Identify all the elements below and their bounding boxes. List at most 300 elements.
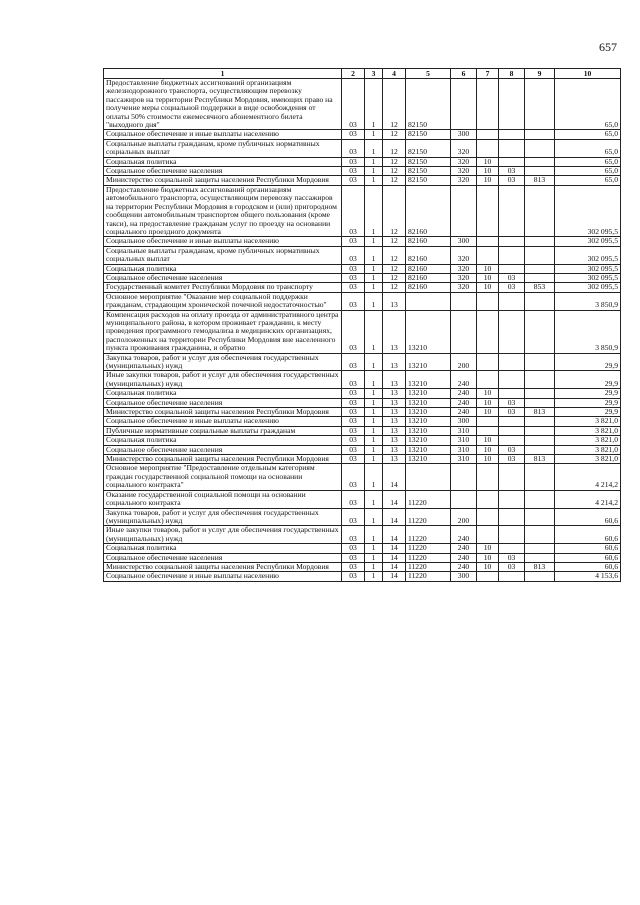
cell-code-col4: 13	[383, 353, 406, 371]
cell-section	[477, 310, 499, 353]
table-row	[104, 292, 621, 310]
cell-amount: 29,9	[555, 408, 621, 417]
cell-row-description: Социальные выплаты гражданам, кроме публичных нормативных социальных выплат	[104, 246, 342, 264]
cell-ministry-code	[525, 273, 555, 282]
cell-code-col2: 03	[342, 157, 365, 166]
cell-code-col3: 1	[365, 139, 383, 157]
cell-subsection	[499, 310, 525, 353]
column-header: 10	[555, 69, 621, 79]
cell-subsection	[499, 417, 525, 426]
cell-target-code: 82150	[406, 157, 451, 166]
cell-expense-type: 240	[451, 389, 477, 398]
cell-ministry-code: 813	[525, 455, 555, 464]
cell-ministry-code	[525, 292, 555, 310]
cell-row-description: Социальное обеспечение и иные выплаты населению	[104, 572, 342, 581]
column-header: 3	[365, 69, 383, 79]
cell-code-col2: 03	[342, 408, 365, 417]
cell-amount: 60,6	[555, 508, 621, 526]
cell-expense-type: 240	[451, 526, 477, 544]
column-header: 7	[477, 69, 499, 79]
cell-expense-type: 240	[451, 408, 477, 417]
cell-code-col3: 1	[365, 157, 383, 166]
cell-section: 10	[477, 408, 499, 417]
cell-section: 10	[477, 176, 499, 185]
cell-amount: 60,6	[555, 544, 621, 553]
table-row	[104, 398, 621, 407]
cell-code-col4: 13	[383, 398, 406, 407]
cell-amount: 60,6	[555, 526, 621, 544]
cell-code-col2: 03	[342, 562, 365, 571]
cell-amount: 65,0	[555, 176, 621, 185]
cell-row-description: Предоставление бюджетных ассигнований организациям железнодорожного транспорта, осуществляющим перевозку пассажиров на территории Республики Мордовия, имеющих право на получение меры социальной поддержки в виде освобождения от оплаты 50% стоимости ежемесячного абонементного билета "выходного дня"	[104, 79, 342, 130]
cell-section	[477, 508, 499, 526]
table-row	[104, 572, 621, 581]
cell-expense-type: 300	[451, 237, 477, 246]
cell-code-col3: 1	[365, 130, 383, 139]
cell-section: 10	[477, 283, 499, 292]
cell-code-col2: 03	[342, 553, 365, 562]
cell-row-description: Социальное обеспечение населения	[104, 553, 342, 562]
cell-ministry-code	[525, 310, 555, 353]
cell-section	[477, 246, 499, 264]
table-row	[104, 264, 621, 273]
cell-code-col2: 03	[342, 417, 365, 426]
table-row	[104, 508, 621, 526]
table-row	[104, 562, 621, 571]
table-row	[104, 408, 621, 417]
cell-target-code: 11220	[406, 553, 451, 562]
cell-ministry-code: 813	[525, 562, 555, 571]
cell-expense-type: 240	[451, 398, 477, 407]
cell-target-code: 13210	[406, 455, 451, 464]
cell-code-col4: 13	[383, 445, 406, 454]
cell-target-code: 82160	[406, 237, 451, 246]
cell-row-description: Социальное обеспечение населения	[104, 167, 342, 176]
cell-code-col2: 03	[342, 508, 365, 526]
cell-expense-type: 200	[451, 508, 477, 526]
cell-code-col2: 03	[342, 426, 365, 435]
cell-expense-type: 300	[451, 417, 477, 426]
cell-code-col2: 03	[342, 445, 365, 454]
cell-code-col4: 12	[383, 130, 406, 139]
cell-code-col4: 14	[383, 562, 406, 571]
cell-expense-type: 320	[451, 283, 477, 292]
cell-code-col3: 1	[365, 526, 383, 544]
cell-section	[477, 292, 499, 310]
cell-code-col2: 03	[342, 490, 365, 508]
cell-subsection	[499, 389, 525, 398]
cell-target-code: 82160	[406, 264, 451, 273]
cell-ministry-code: 813	[525, 176, 555, 185]
cell-row-description: Публичные нормативные социальные выплаты гражданам	[104, 426, 342, 435]
cell-ministry-code	[525, 426, 555, 435]
cell-ministry-code	[525, 139, 555, 157]
table-row	[104, 176, 621, 185]
cell-code-col4: 12	[383, 167, 406, 176]
cell-row-description: Министерство социальной защиты населения Республики Мордовия	[104, 562, 342, 571]
cell-code-col3: 1	[365, 273, 383, 282]
cell-code-col3: 1	[365, 79, 383, 130]
cell-expense-type: 240	[451, 562, 477, 571]
cell-amount: 65,0	[555, 79, 621, 130]
cell-code-col2: 03	[342, 544, 365, 553]
cell-ministry-code	[525, 445, 555, 454]
column-header: 4	[383, 69, 406, 79]
table-row	[104, 167, 621, 176]
table-row	[104, 371, 621, 389]
cell-ministry-code	[525, 490, 555, 508]
cell-section	[477, 371, 499, 389]
cell-row-description: Социальное обеспечение и иные выплаты населению	[104, 130, 342, 139]
table-row	[104, 79, 621, 130]
cell-expense-type: 320	[451, 246, 477, 264]
cell-code-col2: 03	[342, 79, 365, 130]
cell-target-code: 11220	[406, 526, 451, 544]
cell-expense-type: 200	[451, 353, 477, 371]
cell-code-col3: 1	[365, 508, 383, 526]
cell-code-col3: 1	[365, 167, 383, 176]
cell-code-col4: 12	[383, 139, 406, 157]
cell-amount: 302 095,5	[555, 283, 621, 292]
cell-expense-type: 310	[451, 426, 477, 435]
cell-code-col4: 14	[383, 526, 406, 544]
cell-code-col3: 1	[365, 426, 383, 435]
cell-code-col2: 03	[342, 273, 365, 282]
table-row	[104, 389, 621, 398]
cell-code-col4: 13	[383, 417, 406, 426]
cell-row-description: Социальная политика	[104, 264, 342, 273]
cell-expense-type: 240	[451, 371, 477, 389]
cell-expense-type	[451, 310, 477, 353]
cell-subsection: 03	[499, 398, 525, 407]
table-row	[104, 185, 621, 236]
cell-target-code: 11220	[406, 544, 451, 553]
cell-amount: 65,0	[555, 157, 621, 166]
cell-code-col2: 03	[342, 139, 365, 157]
cell-target-code: 13210	[406, 417, 451, 426]
cell-code-col3: 1	[365, 353, 383, 371]
cell-code-col4: 12	[383, 246, 406, 264]
table-row	[104, 544, 621, 553]
cell-expense-type	[451, 490, 477, 508]
cell-code-col3: 1	[365, 176, 383, 185]
cell-subsection	[499, 139, 525, 157]
table-row	[104, 353, 621, 371]
cell-row-description: Компенсация расходов на оплату проезда от административного центра муниципального района, в котором проживает гражданин, к месту проведения программного гемодиализа в медицинских организациях, расположенных на территории Республики Мордовия вне населенного пункта проживания гражданина, и обратно	[104, 310, 342, 353]
cell-row-description: Социальное обеспечение и иные выплаты населению	[104, 237, 342, 246]
cell-code-col4: 14	[383, 572, 406, 581]
cell-expense-type	[451, 292, 477, 310]
cell-row-description: Закупка товаров, работ и услуг для обеспечения государственных (муниципальных) нужд	[104, 508, 342, 526]
cell-expense-type: 300	[451, 572, 477, 581]
cell-target-code	[406, 464, 451, 490]
cell-row-description: Иные закупки товаров, работ и услуг для обеспечения государственных (муниципальных) нужд	[104, 526, 342, 544]
cell-expense-type	[451, 464, 477, 490]
cell-code-col4: 13	[383, 436, 406, 445]
cell-subsection	[499, 237, 525, 246]
table-row	[104, 130, 621, 139]
cell-amount: 3 821,0	[555, 417, 621, 426]
cell-ministry-code: 853	[525, 283, 555, 292]
cell-row-description: Основное мероприятие "Предоставление отдельным категориям граждан государственной социальной помощи на основании социального контракта"	[104, 464, 342, 490]
cell-amount: 3 850,9	[555, 292, 621, 310]
cell-amount: 3 850,9	[555, 310, 621, 353]
cell-target-code: 13210	[406, 389, 451, 398]
cell-row-description: Основное мероприятие "Оказание мер социальной поддержки гражданам, страдающим хронической почечной недостаточностью"	[104, 292, 342, 310]
cell-ministry-code	[525, 246, 555, 264]
cell-ministry-code	[525, 185, 555, 236]
cell-section: 10	[477, 167, 499, 176]
cell-amount: 302 095,5	[555, 264, 621, 273]
cell-code-col4: 13	[383, 408, 406, 417]
cell-target-code: 11220	[406, 562, 451, 571]
table-row	[104, 273, 621, 282]
cell-code-col3: 1	[365, 562, 383, 571]
cell-expense-type: 320	[451, 264, 477, 273]
cell-code-col3: 1	[365, 371, 383, 389]
cell-section	[477, 353, 499, 371]
cell-code-col3: 1	[365, 283, 383, 292]
cell-code-col4: 13	[383, 310, 406, 353]
cell-code-col3: 1	[365, 417, 383, 426]
cell-row-description: Социальное обеспечение населения	[104, 273, 342, 282]
cell-amount: 65,0	[555, 167, 621, 176]
cell-row-description: Предоставление бюджетных ассигнований организациям автомобильного транспорта, осуществляющим перевозку пассажиров на территории Республики Мордовия в городском и (или) пригородном сообщении автомобильным транспортом общего пользования (кроме такси), на предоставление гражданам услуг по проезду на основании социального проездного документа	[104, 185, 342, 236]
cell-amount: 3 821,0	[555, 436, 621, 445]
cell-target-code	[406, 292, 451, 310]
column-header: 8	[499, 69, 525, 79]
cell-subsection	[499, 464, 525, 490]
cell-code-col2: 03	[342, 436, 365, 445]
cell-code-col4: 12	[383, 176, 406, 185]
cell-code-col2: 03	[342, 167, 365, 176]
cell-subsection: 03	[499, 176, 525, 185]
cell-code-col2: 03	[342, 371, 365, 389]
cell-amount: 65,0	[555, 130, 621, 139]
table-row	[104, 490, 621, 508]
cell-code-col2: 03	[342, 572, 365, 581]
cell-amount: 302 095,5	[555, 246, 621, 264]
cell-code-col4: 13	[383, 426, 406, 435]
cell-subsection	[499, 157, 525, 166]
cell-code-col4: 14	[383, 464, 406, 490]
cell-target-code: 13210	[406, 436, 451, 445]
cell-target-code: 13210	[406, 398, 451, 407]
cell-subsection	[499, 185, 525, 236]
cell-section: 10	[477, 389, 499, 398]
cell-row-description: Социальное обеспечение населения	[104, 445, 342, 454]
cell-target-code: 11220	[406, 572, 451, 581]
cell-ministry-code	[525, 553, 555, 562]
cell-code-col3: 1	[365, 553, 383, 562]
cell-subsection	[499, 426, 525, 435]
cell-row-description: Закупка товаров, работ и услуг для обеспечения государственных (муниципальных) нужд	[104, 353, 342, 371]
table-row	[104, 237, 621, 246]
cell-code-col4: 13	[383, 371, 406, 389]
cell-expense-type: 320	[451, 157, 477, 166]
column-header: 9	[525, 69, 555, 79]
cell-code-col4: 12	[383, 283, 406, 292]
cell-code-col4: 12	[383, 79, 406, 130]
cell-code-col4: 12	[383, 264, 406, 273]
cell-amount: 3 821,0	[555, 445, 621, 454]
cell-amount: 302 095,5	[555, 237, 621, 246]
cell-ministry-code	[525, 79, 555, 130]
cell-section: 10	[477, 445, 499, 454]
cell-code-col4: 14	[383, 508, 406, 526]
cell-target-code: 82160	[406, 273, 451, 282]
cell-ministry-code: 813	[525, 408, 555, 417]
cell-section	[477, 139, 499, 157]
table-row	[104, 464, 621, 490]
cell-ministry-code	[525, 436, 555, 445]
cell-code-col3: 1	[365, 246, 383, 264]
cell-subsection: 03	[499, 273, 525, 282]
cell-code-col3: 1	[365, 292, 383, 310]
table-row	[104, 455, 621, 464]
cell-code-col2: 03	[342, 237, 365, 246]
cell-target-code: 82150	[406, 139, 451, 157]
cell-ministry-code	[525, 572, 555, 581]
cell-section	[477, 572, 499, 581]
cell-code-col3: 1	[365, 398, 383, 407]
cell-row-description: Социальная политика	[104, 544, 342, 553]
cell-code-col4: 12	[383, 237, 406, 246]
cell-code-col2: 03	[342, 389, 365, 398]
cell-code-col3: 1	[365, 455, 383, 464]
cell-code-col2: 03	[342, 130, 365, 139]
cell-code-col4: 13	[383, 455, 406, 464]
cell-section	[477, 464, 499, 490]
cell-subsection	[499, 371, 525, 389]
cell-code-col4: 12	[383, 157, 406, 166]
cell-code-col3: 1	[365, 310, 383, 353]
table-row	[104, 436, 621, 445]
column-header: 1	[104, 69, 342, 79]
cell-code-col4: 13	[383, 389, 406, 398]
cell-code-col2: 03	[342, 185, 365, 236]
cell-code-col3: 1	[365, 544, 383, 553]
page-number: 657	[599, 40, 617, 54]
cell-expense-type: 310	[451, 445, 477, 454]
cell-expense-type: 320	[451, 273, 477, 282]
cell-ministry-code	[525, 464, 555, 490]
cell-amount: 3 821,0	[555, 455, 621, 464]
cell-subsection	[499, 264, 525, 273]
cell-subsection: 03	[499, 283, 525, 292]
cell-row-description: Социальная политика	[104, 389, 342, 398]
cell-code-col4: 13	[383, 292, 406, 310]
cell-section	[477, 130, 499, 139]
cell-subsection: 03	[499, 445, 525, 454]
cell-subsection	[499, 526, 525, 544]
column-header: 5	[406, 69, 451, 79]
cell-section: 10	[477, 544, 499, 553]
budget-table	[103, 68, 621, 582]
cell-row-description: Социальное обеспечение населения	[104, 398, 342, 407]
cell-section: 10	[477, 273, 499, 282]
table-row	[104, 526, 621, 544]
cell-code-col3: 1	[365, 436, 383, 445]
cell-target-code: 82150	[406, 167, 451, 176]
cell-row-description: Социальная политика	[104, 436, 342, 445]
cell-row-description: Министерство социальной защиты населения Республики Мордовия	[104, 176, 342, 185]
cell-ministry-code	[525, 417, 555, 426]
cell-expense-type: 320	[451, 176, 477, 185]
cell-ministry-code	[525, 157, 555, 166]
cell-expense-type: 320	[451, 167, 477, 176]
cell-subsection	[499, 79, 525, 130]
table-row	[104, 283, 621, 292]
cell-code-col2: 03	[342, 283, 365, 292]
cell-code-col2: 03	[342, 526, 365, 544]
cell-target-code: 13210	[406, 310, 451, 353]
cell-subsection	[499, 572, 525, 581]
cell-code-col2: 03	[342, 264, 365, 273]
cell-row-description: Государственный комитет Республики Мордовия по транспорту	[104, 283, 342, 292]
table-row	[104, 157, 621, 166]
cell-expense-type: 310	[451, 436, 477, 445]
cell-ministry-code	[525, 130, 555, 139]
cell-subsection: 03	[499, 553, 525, 562]
cell-code-col2: 03	[342, 464, 365, 490]
cell-ministry-code	[525, 167, 555, 176]
cell-section: 10	[477, 455, 499, 464]
cell-section: 10	[477, 264, 499, 273]
cell-code-col2: 03	[342, 310, 365, 353]
table-row	[104, 417, 621, 426]
column-header: 2	[342, 69, 365, 79]
cell-row-description: Министерство социальной защиты населения Республики Мордовия	[104, 408, 342, 417]
cell-amount: 29,9	[555, 398, 621, 407]
table-row	[104, 553, 621, 562]
cell-code-col3: 1	[365, 490, 383, 508]
cell-ministry-code	[525, 389, 555, 398]
cell-code-col3: 1	[365, 408, 383, 417]
cell-amount: 302 095,5	[555, 273, 621, 282]
cell-target-code: 13210	[406, 426, 451, 435]
cell-section: 10	[477, 562, 499, 571]
cell-target-code: 82150	[406, 130, 451, 139]
cell-expense-type: 320	[451, 139, 477, 157]
cell-subsection: 03	[499, 167, 525, 176]
cell-ministry-code	[525, 398, 555, 407]
cell-target-code: 13210	[406, 353, 451, 371]
cell-amount: 3 821,0	[555, 426, 621, 435]
cell-section	[477, 79, 499, 130]
cell-expense-type: 310	[451, 455, 477, 464]
cell-subsection: 03	[499, 408, 525, 417]
cell-code-col3: 1	[365, 185, 383, 236]
cell-subsection	[499, 292, 525, 310]
cell-target-code: 82160	[406, 246, 451, 264]
cell-code-col3: 1	[365, 572, 383, 581]
cell-subsection: 03	[499, 562, 525, 571]
cell-target-code: 11220	[406, 508, 451, 526]
cell-ministry-code	[525, 526, 555, 544]
cell-code-col2: 03	[342, 176, 365, 185]
cell-row-description: Социальные выплаты гражданам, кроме публичных нормативных социальных выплат	[104, 139, 342, 157]
cell-section: 10	[477, 157, 499, 166]
cell-section: 10	[477, 436, 499, 445]
cell-row-description: Иные закупки товаров, работ и услуг для обеспечения государственных (муниципальных) нужд	[104, 371, 342, 389]
cell-code-col2: 03	[342, 455, 365, 464]
cell-section: 10	[477, 553, 499, 562]
cell-amount: 29,9	[555, 353, 621, 371]
cell-amount: 29,9	[555, 389, 621, 398]
cell-amount: 60,6	[555, 562, 621, 571]
cell-code-col2: 03	[342, 292, 365, 310]
